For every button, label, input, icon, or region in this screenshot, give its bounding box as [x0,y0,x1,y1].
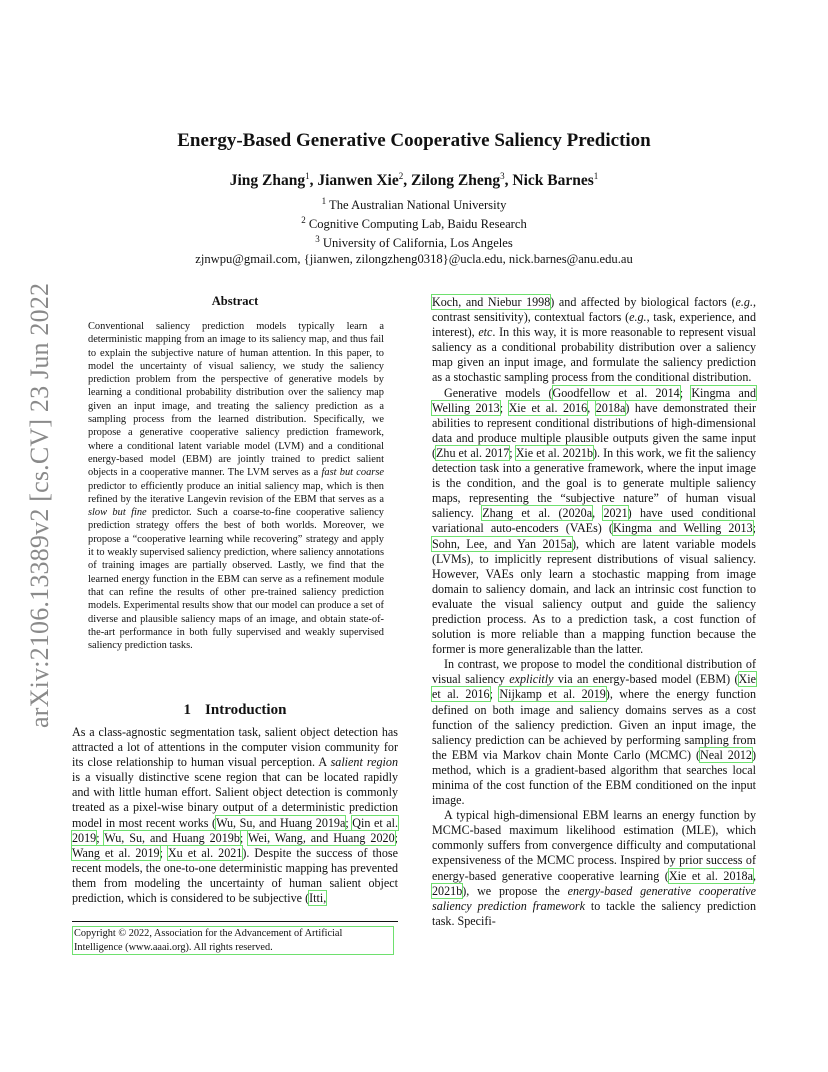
paper-title: Energy-Based Generative Cooperative Saliency Prediction [177,130,651,151]
copyright-notice[interactable]: Copyright © 2022, Association for the Advancement of Artificial Intelligence (www.aaai.org). All rights reserved. [72,926,394,955]
author-affiliation-mark: 1 [593,171,599,181]
citation-link[interactable]: Xie et al. 2016 [432,672,756,702]
abstract-heading: Abstract [211,294,259,308]
citation-link[interactable]: Zhang et al. (2020a [482,506,593,521]
author-name: Jing Zhang [229,172,306,190]
author-affiliation-mark: 3 [500,171,505,181]
affiliation-line: $^2$ Cognitive Computing Lab, Baidu Research [301,215,527,232]
section-title: Introduction [205,702,287,718]
author-affiliation-mark: 1 [305,171,310,181]
citation-link[interactable]: Wang et al. 2019 [72,845,160,860]
body-paragraph: In contrast, we propose to model the conditional distribution of visual saliency explicitly via an energy-based model (EBM) (Xie et al. 2016; Nijkamp et al. 2019), where the energy function defined on both image and saliency domains serves as a cost function of the saliency prediction. Given an input image, the saliency prediction can be achieved by performing sampling from the EBM via Markov chain Monte Carlo (MCMC) (Neal 2012) method, which is a gradient-based algorithm that searches local minima of the cost function of the EBM conditioned on the input image. [432,657,756,808]
citation-link[interactable]: 2021b [432,883,463,898]
citation-link[interactable]: Koch, and Niebur 1998 [432,295,551,309]
citation-link[interactable]: Xie et al. 2016 [508,400,588,415]
author-name: Zilong Zheng [410,172,501,190]
citation-link[interactable]: Xie et al. 2018a [668,868,753,883]
author-affiliation-mark: 2 [398,171,404,181]
abstract-text: Conventional saliency prediction models typically learn a deterministic mapping from an image to its saliency map, and thus fail to explain the subjective nature of human attention. In this paper, to model the uncertainty of visual saliency, we study the saliency prediction problem from the perspective of generative models by learning a conditional probability distribution over the saliency map given an input image, and treating the saliency prediction as a sampling process from the learned distribution. Specifically, we propose a generative cooperative saliency prediction framework, where a conditional latent variable model (LVM) and a conditional energy-based model (EBM) are jointly trained to predict salient objects in a cooperative manner. The LVM serves as a fast but coarse predictor to efficiently produce an initial saliency map, which is then refined by the iterative Langevin revision of the EBM that serves as a slow but fine predictor. Such a coarse-to-fine cooperative saliency prediction strategy offers the best of both worlds. Moreover, we propose a “cooperative learning while recovering” strategy and apply it to weakly supervised saliency prediction, where saliency annotations of training images are partially observed. Lastly, we find that the learned energy function in the EBM can serve as a refinement module that can refine the results of other pre-trained saliency prediction models. Experimental results show that our model can produce a set of diverse and plausible saliency maps of an image, and obtain state-of-the-art performance in both fully supervised and weakly supervised saliency prediction tasks. [88,321,384,652]
citation-link[interactable]: Xie et al. 2021b [515,445,593,460]
author-name: Jianwen Xie [317,172,399,190]
citation-link[interactable]: 2021 [603,506,628,521]
citation-link[interactable]: 2018a [595,400,626,415]
author-list: Jing Zhang$^1$, Jianwen Xie$^2$, Zilong Zheng$^3$, Nick Barnes$^1$ [229,171,599,190]
right-column [432,295,756,929]
citation-link[interactable]: Zhu et al. 2017 [436,445,510,460]
section-heading-introduction [72,702,398,719]
author-emails: zjnwpu@gmail.com, {jianwen, zilongzheng0318}@ucla.edu, nick.barnes@anu.edu.au [195,251,633,266]
citation-link[interactable]: Neal 2012 [700,747,752,762]
citation-link[interactable]: Kingma and Welling 2013 [612,521,753,536]
citation-link[interactable]: Wu, Su, and Huang 2019a [216,815,346,830]
body-paragraph: A typical high-dimensional EBM learns an energy function by MCMC-based maximum likelihood estimation (MLE), which commonly suffers from convergence difficulty and computational expensiveness of the MCMC process. Inspired by prior success of energy-based generative cooperative learning (Xie et al. 2018a, 2021b), we propose the energy-based generative cooperative saliency prediction framework to tackle the saliency prediction task. Specifi- [432,808,757,928]
citation-link[interactable]: Kingma and Welling 2013 [432,385,756,415]
citation-link[interactable]: Goodfellow et al. 2014 [552,385,680,400]
arxiv-identifier-stamp [22,282,58,728]
citation-link[interactable]: Sohn, Lee, and Yan 2015a [432,536,573,551]
citation-link[interactable]: Nijkamp et al. 2019 [499,687,606,702]
citation-link[interactable]: Wu, Su, and Huang 2019b [104,830,240,845]
affiliation-line: $^3$ University of California, Los Angeles [315,234,513,251]
introduction-paragraph: As a class-agnostic segmentation task, salient object detection has attracted a lot of attentions in the computer vision community for its close relationship to human visual perception. A salient region is a visually distinctive scene region that can be located rapidly and with little human effort. Salient object detection is commonly treated as a pixel-wise binary output of a deterministic prediction model in most recent works (Wu, Su, and Huang 2019a; Qin et al. 2019; Wu, Su, and Huang 2019b; Wei, Wang, and Huang 2020; Wang et al. 2019; Xu et al. 2021). Despite the success of those recent models, the one-to-one deterministic mapping has prevented them from modeling the uncertainty of human salient object prediction, which is considered to be subjective (Itti, [72,725,398,906]
section-number: 1 [183,702,192,718]
body-paragraph: Generative models (Goodfellow et al. 2014; Kingma and Welling 2013; Xie et al. 2016, 2018a) have demonstrated their abilities to represent conditional distributions of high-dimensional data and produce multiple plausible outputs given the same input (Zhu et al. 2017; Xie et al. 2021b). In this work, we fit the saliency detection task into a generative framework, where the input image is the condition, and the goal is to generate multiple saliency maps, representing the “subjective nature” of human visual saliency. Zhang et al. (2020a, 2021) have used conditional variational auto-encoders (VAEs) (Kingma and Welling 2013; Sohn, Lee, and Yan 2015a), which are latent variable models (LVMs), to implicitly represent distributions of visual saliency. However, VAEs only learn a stochastic mapping from image domain to saliency domain, and lack an intrinsic cost function to evaluate the visual saliency output and guide the saliency prediction process. As to a prediction task, a cost function of solution is more reliable than a mapping function because the former is more generalizable than the latter. [432,385,757,657]
author-name: Nick Barnes [512,172,594,190]
arxiv-stamp-text: arXiv:2106.13389v2 [cs.CV] 23 Jun 2022 [25,282,54,728]
citation-link[interactable]: Qin et al. 2019 [72,815,398,845]
affiliation-line: $^1$ The Australian National University [321,196,507,213]
affiliation-block [100,194,728,267]
citation-link[interactable]: Itti, [309,891,327,906]
citation-link[interactable]: Xu et al. 2021 [167,845,243,860]
body-paragraph: Koch, and Niebur 1998) and affected by biological factors (e.g., contrast sensitivity), contextual factors (e.g., task, experience, and interest), etc. In this way, it is more reasonable to represent visual saliency as a conditional probability distribution over a saliency map given an input image, and formulate the saliency prediction as a stochastic sampling process from the conditional distribution. [432,295,756,385]
citation-link[interactable]: Wei, Wang, and Huang 2020 [247,830,395,845]
footnote-rule [72,921,398,922]
